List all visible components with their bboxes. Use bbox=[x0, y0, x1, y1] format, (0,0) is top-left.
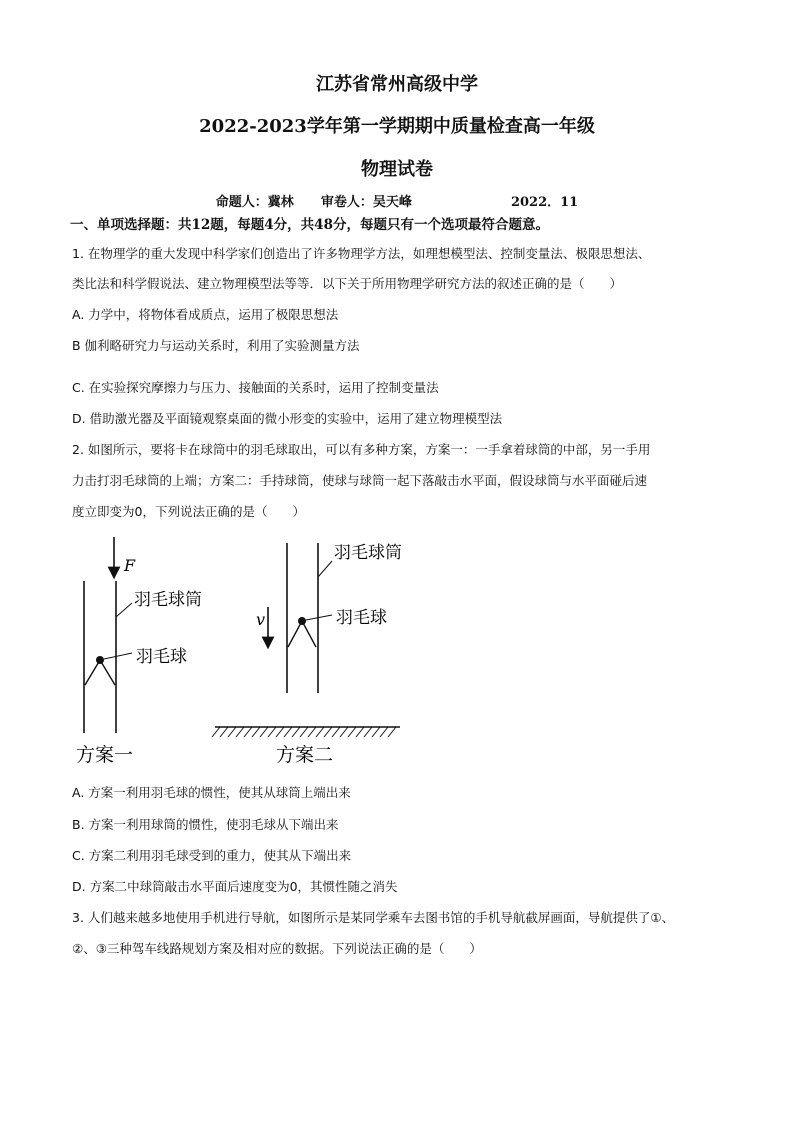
author-label: 命题人：冀林 bbox=[215, 195, 294, 210]
q2-stem-line1: 2. 如图所示，要将卡在球筒中的羽毛球取出，可以有多种方案，方案一：一手拿着球筒的中部，另一手用 bbox=[72, 442, 651, 457]
tube2-leader bbox=[318, 561, 332, 577]
q2-stem-line2: 力击打羽毛球筒的上端；方案二：手持球筒，使球与球筒一起下落敲击水平面，假设球筒与水平面碰后速 bbox=[72, 473, 648, 488]
velocity-label: v bbox=[256, 610, 266, 629]
shuttlecock1-leader bbox=[104, 653, 132, 659]
shuttlecock2-leader bbox=[306, 615, 332, 620]
shuttlecock2-skirt-left bbox=[288, 621, 302, 647]
tube1-leader bbox=[116, 603, 132, 617]
force-label: F bbox=[124, 556, 136, 575]
q1-option-b: B 伽利略研究力与运动关系时，利用了实验测量方法 bbox=[72, 338, 360, 353]
shuttlecock2-label: 羽毛球 bbox=[336, 608, 387, 628]
q2-option-c: C. 方案二利用羽毛球受到的重力，使其从下端出来 bbox=[72, 848, 352, 863]
exam-title: 2022-2023学年第一学期期中质量检查高一年级 bbox=[199, 116, 595, 137]
tube1-label: 羽毛球筒 bbox=[134, 590, 202, 610]
exam-date: 2022．11 bbox=[510, 195, 579, 210]
q2-stem-line3: 度立即变为0，下列说法正确的是（ ） bbox=[72, 504, 305, 519]
ground-hatching bbox=[212, 727, 396, 737]
q1-stem-line2: 类比法和科学假说法、建立物理模型法等等．以下关于所用物理学研究方法的叙述正确的是（ ） bbox=[72, 276, 623, 291]
scheme1-label: 方案一 bbox=[76, 744, 134, 766]
school-title: 江苏省常州高级中学 bbox=[316, 74, 478, 95]
q1-stem-line1: 1. 在物理学的重大发现中科学家们创造出了许多物理学方法，如理想模型法、控制变量法、极限思想法、 bbox=[72, 246, 651, 261]
q3-stem-line2: ②、③三种驾车线路规划方案及相对应的数据。下列说法正确的是（ ） bbox=[72, 941, 482, 956]
tube2-label: 羽毛球筒 bbox=[334, 543, 402, 563]
q2-figure bbox=[60, 525, 420, 775]
scheme2-diagram bbox=[212, 543, 402, 766]
q2-option-d: D. 方案二中球筒敲击水平面后速度变为0，其惯性随之消失 bbox=[72, 879, 398, 894]
shuttlecock1-label: 羽毛球 bbox=[136, 647, 187, 667]
q1-option-c: C. 在实验探究摩擦力与压力、接触面的关系时，运用了控制变量法 bbox=[72, 380, 439, 395]
q2-option-a: A. 方案一利用羽毛球的惯性，使其从球筒上端出来 bbox=[72, 785, 351, 800]
shuttlecock2-skirt-right bbox=[302, 621, 316, 647]
subject-title: 物理试卷 bbox=[361, 159, 433, 180]
scheme1-diagram bbox=[76, 537, 202, 766]
reviewer-label: 审卷人：吴天峰 bbox=[320, 195, 412, 210]
q2-option-b: B. 方案一利用球筒的惯性，使羽毛球从下端出来 bbox=[72, 817, 339, 832]
shuttlecock1-skirt-right bbox=[100, 660, 115, 685]
shuttlecock1-skirt-left bbox=[85, 660, 100, 685]
exam-meta bbox=[0, 191, 794, 210]
q3-stem-line1: 3. 人们越来越多地使用手机进行导航，如图所示是某同学乘车去图书馆的手机导航截屏画面，导航提供了①、 bbox=[72, 910, 675, 925]
section-title: 一、单项选择题：共12题，每题4分，共48分，每题只有一个选项最符合题意。 bbox=[70, 217, 549, 233]
q1-option-a: A. 力学中，将物体看成质点，运用了极限思想法 bbox=[72, 307, 339, 322]
scheme2-label: 方案二 bbox=[276, 744, 334, 766]
q1-option-d: D. 借助激光器及平面镜观察桌面的微小形变的实验中，运用了建立物理模型法 bbox=[72, 411, 503, 426]
